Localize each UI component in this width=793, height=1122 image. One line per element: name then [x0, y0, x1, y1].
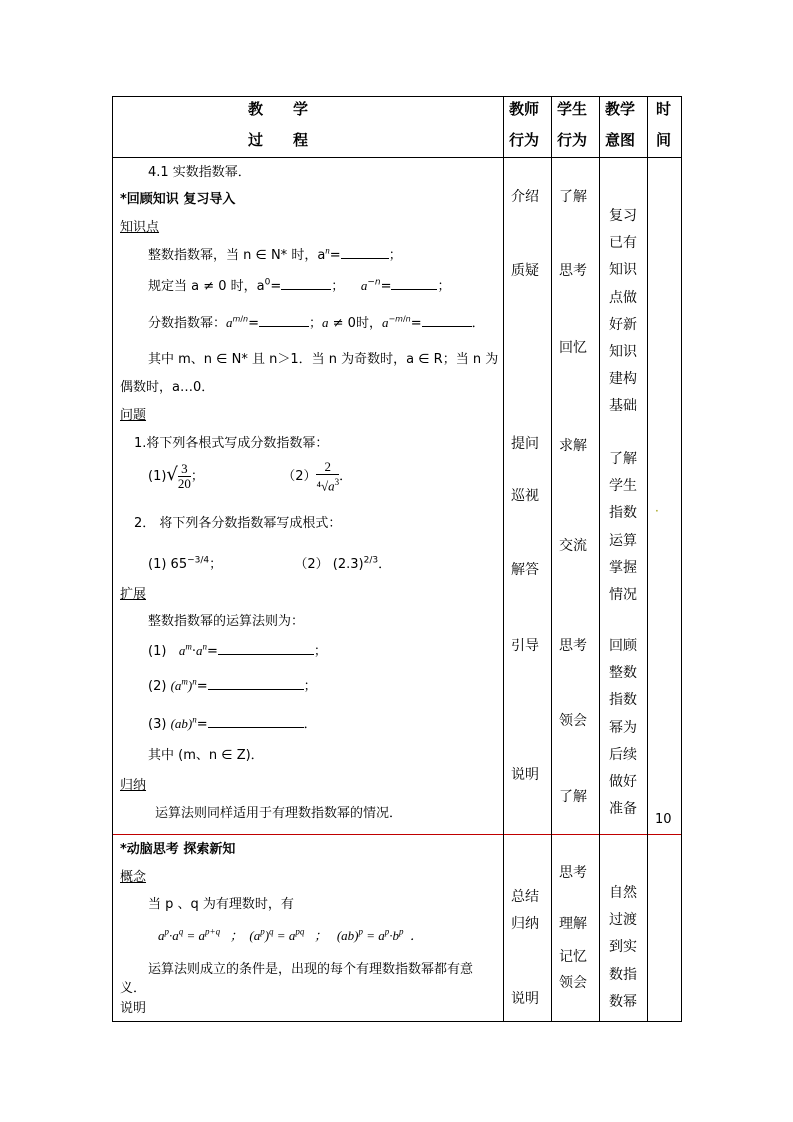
int-power-line: 整数指数幂，当 n ∈ N* 时，$a^n=$ ；: [148, 245, 402, 263]
student-action-think-3: 思考: [559, 865, 587, 881]
frac-power-line: 分数指数幂：$a^{m/n}=$ ；a ≠ 0时，$a^{-m/n}=$ ．: [148, 314, 485, 331]
question-1-parts: (1)√ $\frac{3}{20}$ ； （2） $\frac{2}{^4√a^3}$ ．: [148, 459, 353, 494]
student-action-think-2: 思考: [559, 638, 587, 654]
teacher-action-answer: 解答: [511, 562, 539, 578]
q2-part-a: (1) 65: [148, 557, 188, 572]
header-teacher-2: 行为: [509, 131, 540, 149]
summary-label: 归纳: [120, 778, 147, 793]
rules-condition: 其中 (m、n ∈ Z)．: [148, 748, 264, 763]
student-action-comprehend-2: 领会: [559, 975, 587, 991]
col-divider-4: [647, 96, 648, 1022]
table-left-border: [112, 96, 113, 1022]
teacher-action-explain-2: 说明: [511, 991, 539, 1007]
section-number: 4.1 实数指数幂．: [148, 165, 251, 180]
zero-power-line: 规定当 a ≠ 0 时，$a^0=$ ； $a^{-n}=$ ；: [148, 277, 451, 294]
teacher-action-intro: 介绍: [511, 189, 539, 205]
header-teacher-1: 教师: [509, 100, 540, 118]
extend-label: 扩展: [120, 587, 147, 602]
knowledge-label: 知识点: [120, 220, 160, 235]
student-action-understand-2: 了解: [559, 789, 587, 805]
header-time-2: 间: [656, 131, 672, 149]
rule-2-label: (2): [148, 679, 167, 694]
concept-formulas: $a^p\cdot a^q = a^{p+q}$ ； $(a^p)^q = a^{pq}$ ； $(ab)^p = a^p\cdot b^p$ ．: [158, 926, 424, 943]
teacher-action-induce: 归纳: [511, 916, 539, 932]
explain-label: 说明: [120, 1001, 147, 1016]
condition-line-2: 偶数时，a…0．: [120, 380, 215, 395]
student-action-recall: 回忆: [559, 340, 587, 356]
question-2-parts: (1) $65^{-3/4}$； （2） $(2.3)^{2/3}$．: [148, 555, 392, 572]
header-student-1: 学生: [557, 100, 588, 118]
int-power-text: 整数指数幂，当 n ∈ N* 时，a: [148, 248, 326, 263]
frac-power-text: 分数指数幂：: [148, 316, 227, 331]
student-action-grasp: 理解: [559, 916, 587, 932]
q1-part-b: （2）: [282, 469, 317, 485]
stray-dot: ·: [655, 504, 659, 518]
col-divider-3: [599, 96, 600, 1022]
header-intent-1: 教学: [605, 100, 636, 118]
teacher-action-guide: 引导: [511, 638, 539, 654]
rule-3-label: (3): [148, 717, 167, 732]
summary-text: 运算法则同样适用于有理数指数幂的情况．: [155, 806, 403, 821]
teacher-action-patrol: 巡视: [511, 488, 539, 504]
intent-assess: 了解学生指数运算掌握情况: [609, 451, 637, 604]
student-action-think: 思考: [559, 263, 587, 279]
intent-review: 复习已有知识点做好新知识建构基础: [609, 208, 637, 415]
header-process: 过 程: [248, 131, 309, 149]
col-divider-1: [503, 96, 504, 1022]
teacher-action-ask: 提问: [511, 436, 539, 452]
q2-part-b: （2） (2.3): [294, 557, 364, 572]
rules-intro: 整数指数幂的运算法则为：: [148, 614, 305, 629]
table-bottom-border: [112, 1021, 682, 1022]
concept-text-2: 义．: [120, 981, 147, 996]
concept-label: 概念: [120, 870, 147, 885]
student-action-solve: 求解: [559, 438, 587, 454]
teacher-action-summarize: 总结: [511, 889, 539, 905]
concept-text-1: 运算法则成立的条件是，出现的每个有理数指数幂都有意: [148, 962, 474, 977]
header-student-2: 行为: [557, 131, 588, 149]
condition-line-1: 其中 m、n ∈ N* 且 n＞1．当 n 为奇数时，a ∈ R；当 n 为: [148, 352, 499, 367]
header-bottom-border: [112, 157, 682, 158]
header-intent-2: 意图: [605, 131, 636, 149]
student-action-memorize: 记忆: [559, 949, 587, 965]
table-top-border: [112, 96, 682, 97]
section1-title: *回顾知识 复习导入: [120, 192, 236, 207]
header-time-1: 时: [656, 100, 672, 118]
rule-2: (2) $(a^m)^n=$ ；: [148, 676, 317, 694]
intent-transition: 自然过渡到实数指数幂: [609, 885, 637, 1010]
concept-line: 当 p 、q 为有理数时，有: [148, 897, 294, 912]
col-divider-2: [551, 96, 552, 1022]
student-action-understand: 了解: [559, 189, 587, 205]
intent-recap: 回顾整数指数幂为后续做好准备: [609, 638, 637, 818]
section2-title: *动脑思考 探索新知: [120, 842, 236, 857]
zero-power-text: 规定当 a ≠ 0 时，a: [148, 279, 265, 294]
question-1: 1.将下列各根式写成分数指数幂：: [134, 436, 329, 451]
header-teaching: 教 学: [248, 100, 309, 118]
student-action-communicate: 交流: [559, 538, 587, 554]
teacher-action-explain: 说明: [511, 767, 539, 783]
rule-3: (3) (ab)$^n$= ．: [148, 714, 317, 732]
q1-part-a: (1): [148, 469, 167, 485]
table-right-border: [681, 96, 682, 1022]
section-divider: [112, 834, 682, 835]
rule-1: (1) $a^m\cdot a^n=$ ；: [148, 641, 327, 659]
rule-1-label: (1): [148, 644, 167, 659]
student-action-comprehend: 领会: [559, 713, 587, 729]
time-value: 10: [655, 812, 672, 827]
teacher-action-question: 质疑: [511, 263, 539, 279]
question-2: 2． 将下列各分数指数幂写成根式：: [134, 516, 342, 531]
problem-label: 问题: [120, 408, 147, 423]
